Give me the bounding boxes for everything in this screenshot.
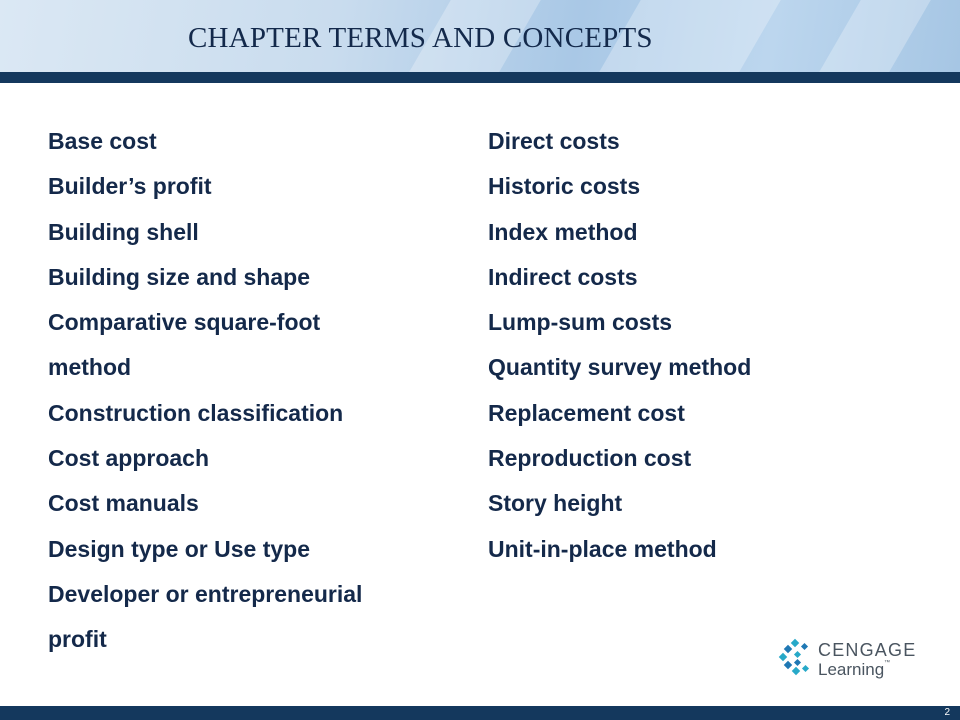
term-item: Building shell xyxy=(48,218,199,245)
term-item: Index method xyxy=(488,218,638,245)
slide-header xyxy=(0,0,960,72)
logo-sub-text xyxy=(818,660,890,680)
term-item: Design type or Use type xyxy=(48,535,311,562)
term-item: Indirect costs xyxy=(488,263,638,290)
slide-title: CHAPTER TERMS AND CONCEPTS xyxy=(188,22,653,54)
term-item: Construction classification xyxy=(48,399,344,426)
term-item: method xyxy=(48,354,132,381)
term-item: Developer or entrepreneurial xyxy=(48,580,363,607)
term-item: Cost manuals xyxy=(48,490,199,517)
cengage-mark-icon xyxy=(778,638,818,676)
terms-right-column xyxy=(488,119,751,572)
term-item: profit xyxy=(48,626,107,653)
term-item: Replacement cost xyxy=(488,399,685,426)
term-item: Story height xyxy=(488,490,623,517)
term-item: Historic costs xyxy=(488,173,641,200)
term-item: Unit-in-place method xyxy=(488,535,717,562)
term-item: Builder’s profit xyxy=(48,173,212,200)
logo-trademark: ™ xyxy=(884,660,891,666)
cengage-logo xyxy=(778,638,948,688)
header-decor-stripe xyxy=(819,0,931,72)
footer-bar xyxy=(0,706,960,720)
logo-brand-text: CENGAGE xyxy=(818,640,917,660)
page-number: 2 xyxy=(944,707,950,718)
term-item: Cost approach xyxy=(48,445,210,472)
term-item: Lump-sum costs xyxy=(488,309,673,336)
term-item: Base cost xyxy=(48,128,157,154)
term-item: Direct costs xyxy=(488,128,620,154)
term-item: Building size and shape xyxy=(48,263,310,290)
term-item: Reproduction cost xyxy=(488,445,692,472)
term-item: Quantity survey method xyxy=(488,354,752,381)
terms-left-column xyxy=(48,119,362,663)
header-band xyxy=(0,72,960,83)
logo-sub-label: Learning xyxy=(818,660,885,679)
term-item: Comparative square-foot xyxy=(48,309,321,336)
